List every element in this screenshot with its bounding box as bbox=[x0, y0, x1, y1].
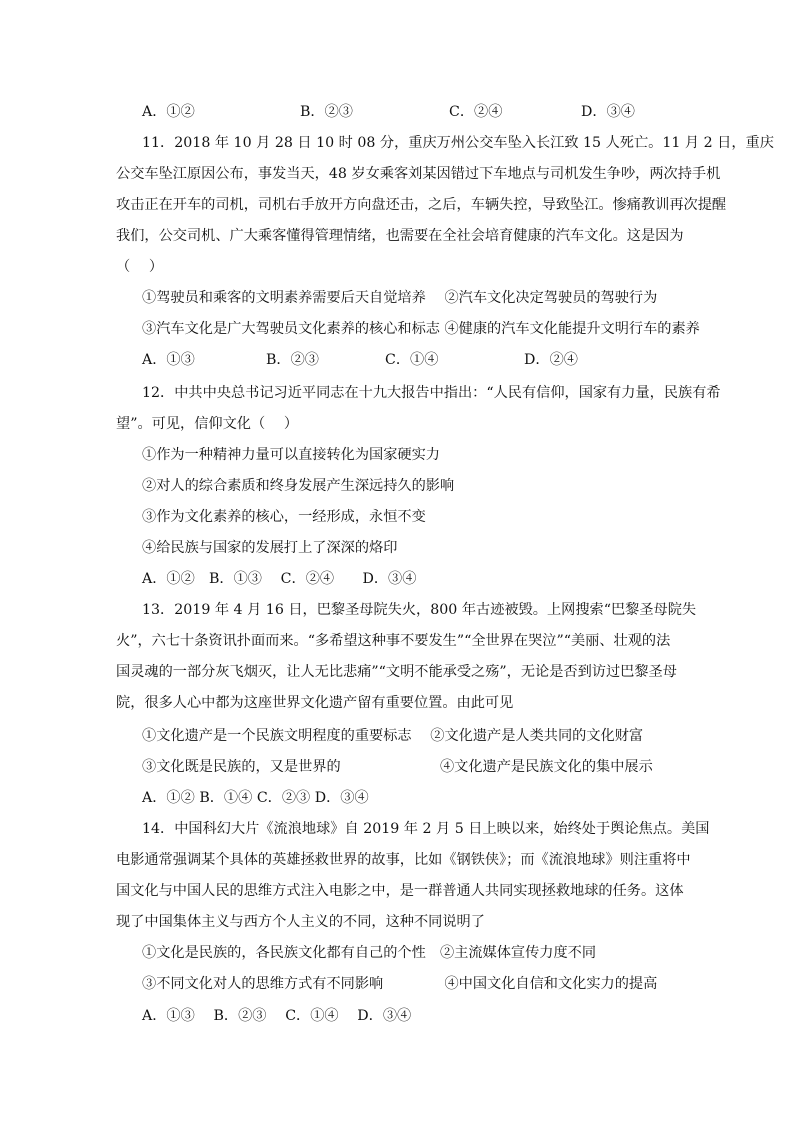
q13-stem-line-1: 13．2019 年 4 月 16 日，巴黎圣母院失火，800 年古迹被毁。上网搜索“巴黎圣母院失 bbox=[142, 602, 697, 618]
q13-stem-line-3: 国灵魂的一部分灰飞烟灭，让人无比悲痛”“文明不能承受之殇”，无论是否到访过巴黎圣母 bbox=[116, 664, 677, 680]
q11-stem-line-4: 我们，公交司机、广大乘客懂得管理情绪，也需要在全社会培育健康的汽车文化。这是因为 bbox=[116, 228, 684, 244]
q11-stem-line-1: 11．2018 年 10 月 28 日 10 时 08 分，重庆万州公交车坠入长江致 15 人死亡。11 月 2 日，重庆 bbox=[142, 135, 774, 151]
q14-statement-1: ①文化是民族的，各民族文化都有自己的个性 ②主流媒体宣传力度不同 bbox=[142, 945, 597, 961]
q13-stem-line-4: 院，很多人心中都为这座世界文化遗产留有重要位置。由此可见 bbox=[116, 695, 514, 711]
q11-option-b: B．②③ bbox=[266, 352, 319, 368]
q10-option-a: A．①② bbox=[142, 104, 195, 120]
q12-statement-1: ①作为一种精神力量可以直接转化为国家硬实力 bbox=[142, 447, 440, 463]
q14-stem-line-2: 电影通常强调某个具体的英雄拯救世界的故事，比如《钢铁侠》；而《流浪地球》则注重将中 bbox=[116, 852, 691, 868]
q13-options: A．①② B．①④ C．②③ D．③④ bbox=[142, 790, 369, 806]
q14-stem-line-1: 14．中国科幻大片《流浪地球》自 2019 年 2 月 5 日上映以来，始终处于舆论焦点。美国 bbox=[142, 821, 710, 837]
q13-statement-1: ①文化遗产是一个民族文明程度的重要标志 ②文化遗产是人类共同的文化财富 bbox=[142, 728, 644, 744]
q11-statement-2: ③汽车文化是广大驾驶员文化素养的核心和标志 ④健康的汽车文化能提升文明行车的素养 bbox=[142, 321, 700, 337]
q11-statement-1: ①驾驶员和乘客的文明素养需要后天自觉培养 ②汽车文化决定驾驶员的驾驶行为 bbox=[142, 290, 658, 306]
q10-option-b: B．②③ bbox=[300, 104, 353, 120]
q11-stem-line-3: 攻击正在开车的司机，司机右手放开方向盘还击，之后，车辆失控，导致坠江。惨痛教训再次提醒 bbox=[116, 197, 727, 213]
q14-stem-line-4: 现了中国集体主义与西方个人主义的不同，这种不同说明了 bbox=[116, 914, 485, 930]
q12-stem-line-1: 12．中共中央总书记习近平同志在十九大报告中指出：“人民有信仰，国家有力量，民族有希 bbox=[142, 385, 721, 401]
q12-statement-4: ④给民族与国家的发展打上了深深的烙印 bbox=[142, 540, 398, 556]
q11-stem-line-5: （ ） bbox=[116, 259, 164, 275]
q12-stem-line-2: 望”。可见，信仰文化（ ） bbox=[116, 416, 299, 432]
q11-stem-line-2: 公交车坠江原因公布，事发当天，48 岁女乘客刘某因错过下车地点与司机发生争吵，两次持手机 bbox=[116, 166, 721, 182]
q12-options: A．①② B．①③ C．②④ D．③④ bbox=[142, 571, 417, 587]
q10-option-d: D．③④ bbox=[581, 104, 635, 120]
q12-statement-3: ③作为文化素养的核心，一经形成，永恒不变 bbox=[142, 509, 426, 525]
q11-option-a: A．①③ bbox=[142, 352, 195, 368]
q11-option-c: C．①④ bbox=[385, 352, 439, 368]
q14-stem-line-3: 国文化与中国人民的思维方式注入电影之中，是一群普通人共同实现拯救地球的任务。这体 bbox=[116, 883, 684, 899]
q14-statement-2: ③不同文化对人的思维方式有不同影响 ④中国文化自信和文化实力的提高 bbox=[142, 976, 658, 992]
q12-statement-2: ②对人的综合素质和终身发展产生深远持久的影响 bbox=[142, 478, 455, 494]
q14-options: A．①③ B．②③ C．①④ D．③④ bbox=[142, 1008, 412, 1024]
q13-stem-line-2: 火”，六七十条资讯扑面而来。“多希望这种事不要发生”“全世界在哭泣”“美丽、壮观的法 bbox=[116, 633, 671, 649]
q11-option-d: D．②④ bbox=[524, 352, 578, 368]
q13-statement-2: ③文化既是民族的，又是世界的 ④文化遗产是民族文化的集中展示 bbox=[142, 759, 653, 775]
q10-option-c: C．②④ bbox=[449, 104, 503, 120]
